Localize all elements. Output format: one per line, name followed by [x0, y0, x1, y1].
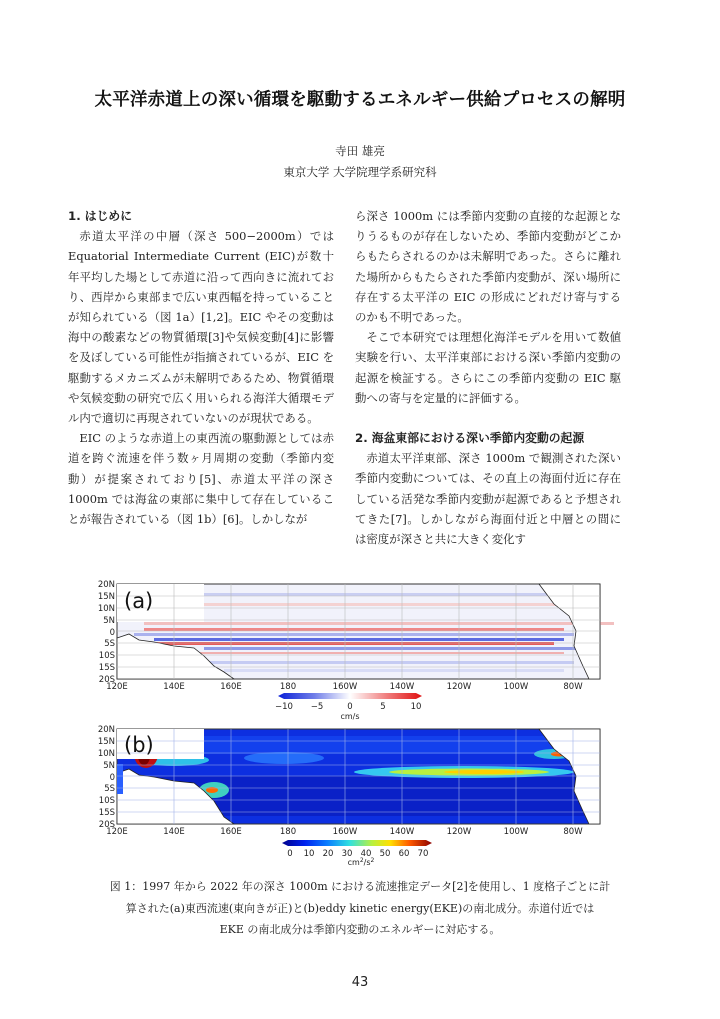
lat-tick: 0: [109, 628, 115, 638]
lon-tick: 120W: [446, 682, 472, 692]
author-name: 寺田 雄亮: [335, 144, 385, 158]
colorbar-b: [282, 840, 432, 866]
colorbar-a-unit: cm/s: [340, 712, 360, 721]
paper-title: 太平洋赤道上の深い循環を駆動するエネルギー供給プロセスの解明: [94, 90, 626, 110]
colorbar-b-tick: 50: [379, 849, 391, 859]
paragraph: ら深さ 1000m には季節内変動の直接的な起源となりうるものが存在しないため、季節内変動がどこからもたらされるのかは未解明であった。さらに離れた場所からもたらされた季節内変動が、深い場所に存在する太平洋の EIC の形成にどれだけ寄与するのかも不明であった。: [355, 209, 621, 325]
colorbar-a: [275, 693, 422, 721]
colorbar-b-tick: 40: [360, 849, 372, 859]
lat-tick: 10S: [98, 651, 115, 661]
lon-tick: 120E: [106, 682, 128, 692]
lon-tick: 160W: [332, 827, 358, 837]
paragraph: 赤道太平洋の中層（深さ 500−2000m）では Equatorial Intermediate Current (EIC)が数十年平均した場として赤道に沿って西向きに流れており、西岸から東部まで広い東西幅を持っていることが知られている（図 1a）[1,2]。EIC やその変動は海中の酸素などの物質循環[3]や気候変動[4]に影響を及ぼしている可能性が指摘されているが、EIC を駆動するメカニズムが未解明であるため、物質循環や気候変動の研究で広く用いられる海洋大循環モデル内で適切に再現されていないのが現状である。: [68, 229, 334, 426]
page-number: 43: [351, 975, 369, 990]
lon-tick: 80W: [563, 682, 583, 692]
colorbar-b-tick: 70: [417, 849, 429, 859]
section-heading-1: 1. はじめに: [68, 209, 132, 223]
lat-tick: 15S: [98, 808, 115, 818]
lat-labels-b: [98, 725, 115, 830]
figure-caption: [72, 876, 648, 941]
panel-a: [117, 584, 614, 679]
lon-tick: 140E: [163, 682, 185, 692]
lon-labels-a: [106, 682, 583, 692]
colorbar-b-tick: 30: [341, 849, 353, 859]
lon-tick: 140E: [163, 827, 185, 837]
panel-b: [117, 729, 600, 824]
lat-tick: 5N: [103, 761, 115, 771]
caption-line: EKE の南北成分は季節内変動のエネルギーに対応する。: [219, 923, 501, 936]
paragraph: EIC のような赤道上の東西流の駆動源としては赤道を跨ぐ流速を伴う数ヶ月周期の変動（季節内変動）が提案されており[5]、赤道太平洋の深さ 1000m では海盆の東部に集中して存在していることが報告されている（図 1b）[6]。しかしなが: [68, 431, 334, 527]
lon-labels-b: [106, 827, 583, 837]
colorbar-a-gradient: [278, 693, 422, 699]
colorbar-a-tick: 5: [380, 702, 386, 712]
colorbar-a-tick: 0: [347, 702, 353, 712]
lon-tick: 180: [279, 682, 297, 692]
colorbar-a-tick: 10: [410, 702, 422, 712]
paragraph: 赤道太平洋東部、深さ 1000m で観測された深い季節内変動については、その直上の海面付近に存在している活発な季節内変動が起源であると予想されてきた[7]。しかしながら海面付近と中層との間には密度が深さと共に大きく変化す: [355, 451, 621, 547]
colorbar-b-tick: 10: [303, 849, 315, 859]
lon-tick: 80W: [563, 827, 583, 837]
colorbar-b-tick: 0: [287, 849, 293, 859]
lon-tick: 100W: [503, 827, 529, 837]
right-column: [355, 206, 621, 549]
figure-1: [84, 576, 624, 866]
panel-a-label: (a): [124, 589, 154, 613]
lat-tick: 20S: [98, 820, 115, 830]
lat-tick: 20N: [97, 725, 115, 735]
lon-tick: 120E: [106, 827, 128, 837]
lat-tick: 20S: [98, 675, 115, 685]
lat-tick: 5S: [104, 639, 115, 649]
colorbar-b-tick: 60: [398, 849, 410, 859]
lat-tick: 15N: [97, 592, 115, 602]
lon-tick: 100W: [503, 682, 529, 692]
lat-tick: 0: [109, 773, 115, 783]
lat-labels-a: [98, 580, 115, 685]
lat-tick: 10S: [98, 796, 115, 806]
section-heading-2: 2. 海盆東部における深い季節内変動の起源: [355, 431, 585, 446]
left-column: [68, 206, 334, 529]
panel-b-label: (b): [124, 733, 154, 757]
figure-maps: [84, 576, 624, 866]
lat-tick: 5N: [103, 616, 115, 626]
lat-tick: 15S: [98, 663, 115, 673]
colorbar-b-tick: 20: [322, 849, 334, 859]
colorbar-a-tick: −10: [275, 702, 293, 712]
lat-tick: 20N: [97, 580, 115, 590]
lon-tick: 180: [279, 827, 297, 837]
lat-tick: 5S: [104, 784, 115, 794]
colorbar-b-unit: $cm^2/s^2$: [347, 857, 375, 866]
lat-tick: 15N: [97, 737, 115, 747]
lon-tick: 140W: [389, 827, 415, 837]
lon-tick: 160E: [220, 827, 242, 837]
caption-line: 図 1：1997 年から 2022 年の深さ 1000m における流速推定データ[2]を使用し、1 度格子ごとに計: [109, 880, 611, 893]
paragraph: そこで本研究では理想化海洋モデルを用いて数値実験を行い、太平洋東部における深い季節内変動の起源を検証する。さらにこの季節内変動の EIC 駆動への寄与を定量的に評価する。: [355, 330, 621, 405]
lon-tick: 140W: [389, 682, 415, 692]
author-affiliation: 東京大学 大学院理学系研究科: [283, 165, 437, 179]
lat-tick: 10N: [97, 604, 115, 614]
lat-tick: 10N: [97, 749, 115, 759]
colorbar-a-tick: −5: [310, 702, 324, 712]
lon-tick: 120W: [446, 827, 472, 837]
lon-tick: 160E: [220, 682, 242, 692]
colorbar-b-gradient: [282, 840, 432, 846]
caption-line: 算された(a)東西流速(東向きが正)と(b)eddy kinetic energy(EKE)の南北成分。赤道付近では: [125, 901, 595, 915]
lon-tick: 160W: [332, 682, 358, 692]
